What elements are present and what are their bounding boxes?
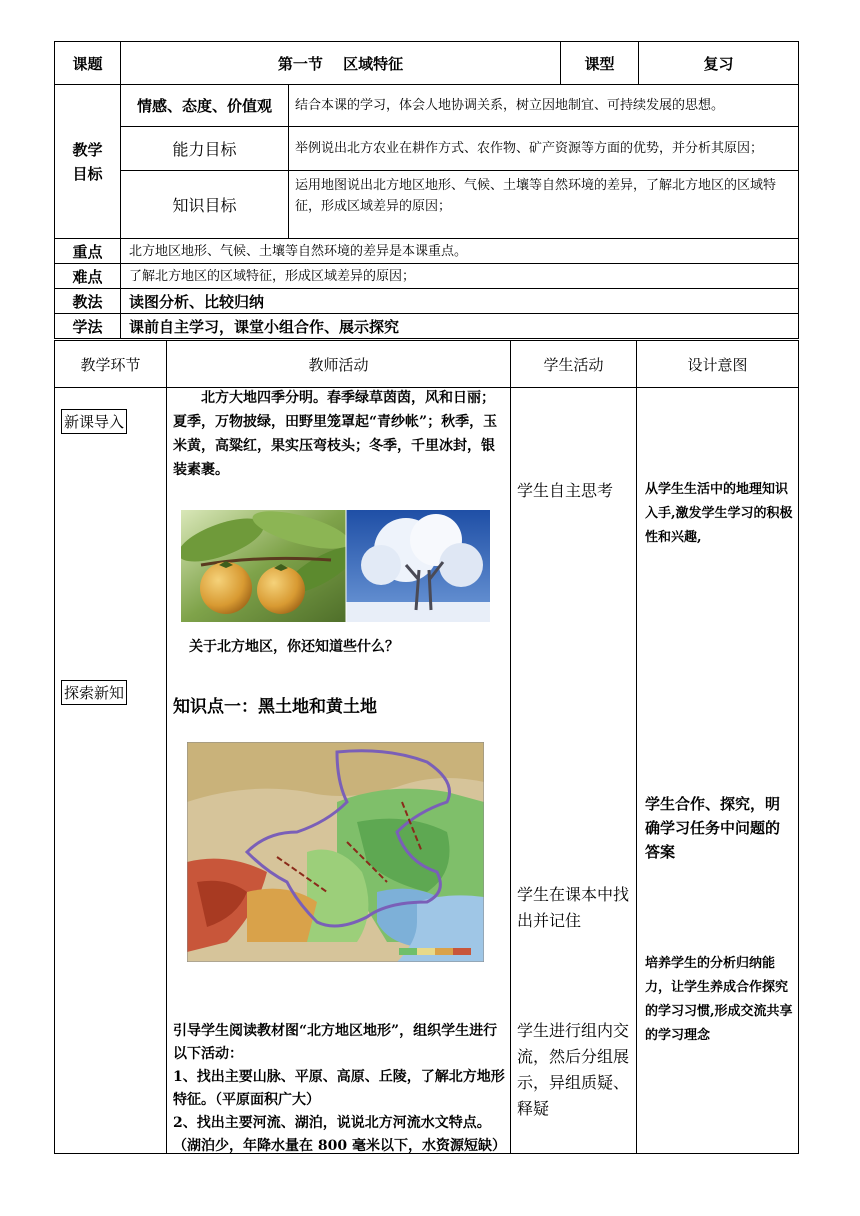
stage-intro	[61, 409, 127, 434]
goals-label-text: 教学目标	[72, 140, 103, 183]
intent-2: 学生合作、探究，明确学习任务中问题的答案	[645, 795, 781, 861]
topic-label: 课题	[55, 42, 121, 85]
intent-1: 从学生生活中的地理知识入手,激发学生学习的积极性和兴趣,	[645, 482, 793, 545]
topic-value: 第一节 区域特征	[121, 42, 561, 85]
type-value: 复习	[639, 42, 799, 85]
stage-explore-label: 探索新知	[61, 680, 127, 705]
stage-column	[55, 388, 167, 1154]
teaching-method-label: 教法	[55, 289, 121, 314]
lesson-info-table	[54, 41, 799, 339]
teacher-guide	[173, 1020, 505, 1158]
goal-knowledge-name: 知识目标	[121, 171, 289, 239]
goal-affect-name: 情感、态度、价值观	[121, 85, 289, 127]
student-activity-1: 学生自主思考	[517, 481, 614, 500]
student-activity-2: 学生在课本中找出并记住	[517, 885, 630, 930]
stage-intro-label: 新课导入	[61, 409, 127, 434]
goal-ability-name: 能力目标	[121, 127, 289, 171]
intent-3: 培养学生的分析归纳能力，让学生养成合作探究的学习习惯,形成交流共享的学习理念	[645, 956, 793, 1043]
goal-affect-text: 结合本课的学习，体会人地协调关系，树立因地制宜、可持续发展的思想。	[289, 85, 799, 127]
difficulty-label: 难点	[55, 264, 121, 289]
student-activity-3: 学生进行组内交流，然后分组展示，异组质疑、释疑	[517, 1021, 630, 1118]
teacher-guide-text: 引导学生阅读教材图“北方地区地形”，组织学生进行以下活动：	[173, 1023, 498, 1062]
seasons-photo	[181, 510, 490, 622]
key-point-text: 北方地区地形、气候、土壤等自然环境的差异是本课重点。	[121, 239, 799, 264]
teaching-method-text: 读图分析、比较归纳	[121, 289, 799, 314]
seasons-photo-image	[181, 510, 490, 622]
difficulty-text: 了解北方地区的区域特征，形成区域差异的原因；	[121, 264, 799, 289]
type-label: 课型	[561, 42, 639, 85]
knowledge-point-1-title: 知识点一：黑土地和黄土地	[173, 697, 377, 717]
learning-method-text: 课前自主学习，课堂小组合作、展示探究	[121, 314, 799, 339]
north-china-terrain-map	[187, 742, 484, 962]
teacher-task-2: 2、找出主要河流、湖泊，说说北方河流水文特点。（湖泊少，年降水量在 800 毫米以下，水资源短缺）	[173, 1115, 506, 1154]
goal-knowledge-text: 运用地图说出北方地区地形、气候、土壤等自然环境的差异，了解北方地区的区域特征，形成区域差异的原因；	[289, 171, 799, 239]
goals-label	[55, 85, 121, 239]
process-header-student: 学生活动	[511, 341, 637, 388]
terrain-map-image	[187, 742, 484, 962]
goal-ability-text: 举例说出北方农业在耕作方式、农作物、矿产资源等方面的优势，并分析其原因；	[289, 127, 799, 171]
teacher-question: 关于北方地区，你还知道些什么？	[189, 639, 399, 655]
stage-explore	[61, 680, 127, 705]
learning-method-label: 学法	[55, 314, 121, 339]
teacher-intro-text: 北方大地四季分明。春季绿草茵茵，风和日丽；夏季，万物披绿，田野里笼罩起“青纱帐”；秋季，玉米黄，高粱红，果实压弯枝头；冬季，千里冰封，银装素裹。	[173, 390, 498, 478]
process-header-teacher: 教师活动	[167, 341, 511, 388]
teacher-task-1: 1、找出主要山脉、平原、高原、丘陵，了解北方地形特征。（平原面积广大）	[173, 1069, 505, 1108]
process-header-stage: 教学环节	[55, 341, 167, 388]
process-header-intent: 设计意图	[637, 341, 799, 388]
key-point-label: 重点	[55, 239, 121, 264]
